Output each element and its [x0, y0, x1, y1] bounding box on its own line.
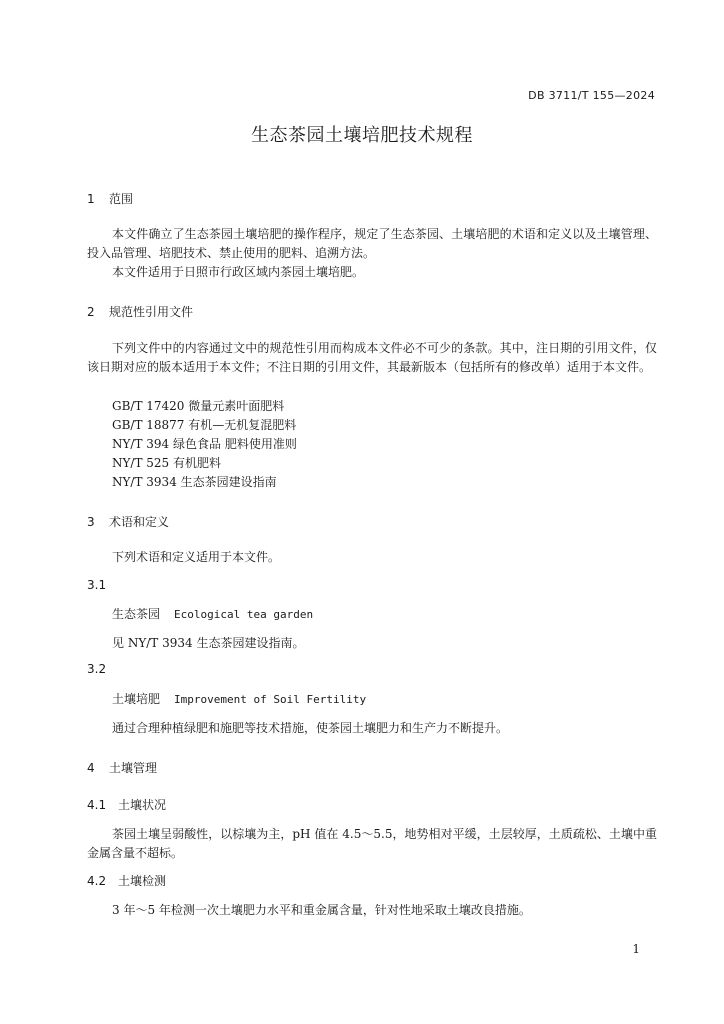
- subsection-number: 4.1: [87, 798, 107, 812]
- term-number: 3.1: [87, 578, 107, 592]
- subsection-title: 土壤检测: [118, 874, 167, 888]
- term-definition: 通过合理种植绿肥和施肥等技术措施，使茶园土壤肥力和生产力不断提升。: [112, 721, 509, 735]
- term-name-en: Improvement of Soil Fertility: [174, 693, 367, 706]
- document-title: 生态茶园土壤培肥技术规程: [251, 125, 473, 146]
- section-1-heading: [87, 190, 133, 207]
- subsection-number: 4.2: [87, 874, 107, 888]
- reference-item: NY/T 3934 生态茶园建设指南: [112, 475, 277, 489]
- section-title: 范围: [109, 192, 134, 206]
- section-number: 4: [87, 761, 95, 775]
- section-title: 规范性引用文件: [109, 305, 194, 319]
- standard-code: DB 3711/T 155—2024: [528, 89, 655, 102]
- subsection-title: 土壤状况: [118, 798, 167, 812]
- term-name-en: Ecological tea garden: [174, 608, 314, 621]
- subsection-4-2-heading: [87, 872, 166, 889]
- section-4-heading: [87, 759, 157, 776]
- page-number: 1: [632, 942, 640, 956]
- term-entry: [112, 605, 313, 622]
- section-number: 1: [87, 192, 95, 206]
- reference-item: GB/T 18877 有机—无机复混肥料: [112, 418, 297, 432]
- paragraph: 本文件确立了生态茶园土壤培肥的操作程序，规定了生态茶园、土壤培肥的术语和定义以及土壤管理、投入品管理、培肥技术、禁止使用的肥料、追溯方法。: [87, 227, 657, 260]
- section-number: 3: [87, 515, 95, 529]
- term-name: 土壤培肥: [112, 692, 161, 706]
- paragraph: 下列文件中的内容通过文中的规范性引用而构成本文件必不可少的条款。其中，注日期的引用文件，仅该日期对应的版本适用于本文件；不注日期的引用文件，其最新版本（包括所有的修改单）适用于本文件。: [87, 341, 657, 374]
- term-definition: 见 NY/T 3934 生态茶园建设指南。: [112, 636, 305, 650]
- reference-item: GB/T 17420 微量元素叶面肥料: [112, 399, 285, 413]
- subsection-4-1-heading: [87, 796, 166, 813]
- section-title: 土壤管理: [109, 761, 158, 775]
- section-2-heading: [87, 303, 193, 320]
- paragraph: 3 年～5 年检测一次土壤肥力水平和重金属含量，针对性地采取土壤改良措施。: [112, 903, 531, 917]
- reference-item: NY/T 394 绿色食品 肥料使用准则: [112, 437, 297, 451]
- term-number: 3.2: [87, 662, 107, 676]
- section-title: 术语和定义: [109, 515, 170, 529]
- section-3-heading: [87, 513, 169, 530]
- reference-item: NY/T 525 有机肥料: [112, 456, 222, 470]
- paragraph: 茶园土壤呈弱酸性，以棕壤为主，pH 值在 4.5～5.5，地势相对平缓，土层较厚，土质疏松、土壤中重金属含量不超标。: [87, 827, 657, 860]
- section-number: 2: [87, 305, 95, 319]
- paragraph: 下列术语和定义适用于本文件。: [112, 550, 281, 564]
- term-name: 生态茶园: [112, 607, 161, 621]
- term-entry: [112, 690, 366, 707]
- paragraph: 本文件适用于日照市行政区域内茶园土壤培肥。: [112, 265, 365, 279]
